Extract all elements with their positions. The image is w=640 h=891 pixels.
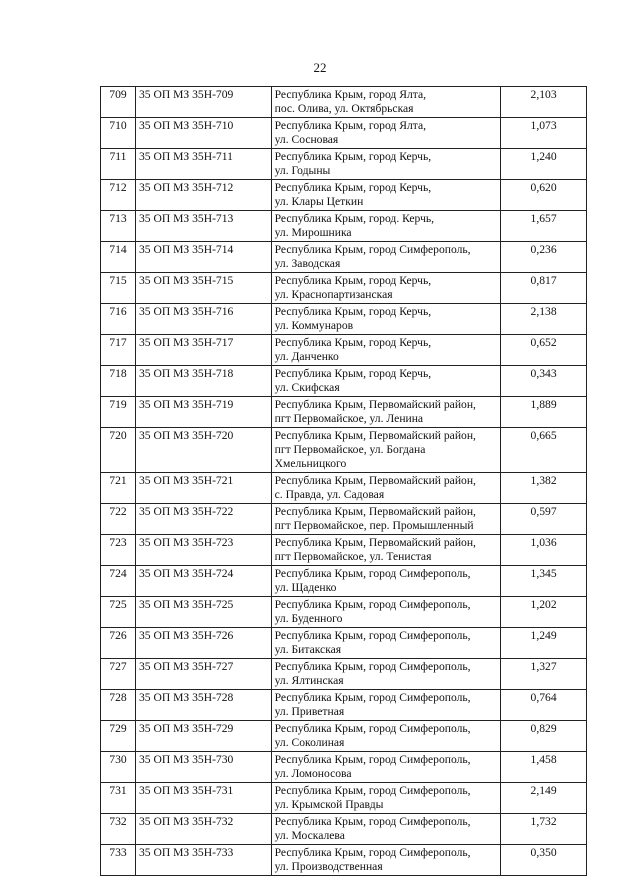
road-code-cell: 35 ОП МЗ 35Н-717	[135, 335, 271, 366]
road-length-cell: 1,327	[501, 659, 587, 690]
location-line: Республика Крым, Первомайский район,	[274, 505, 476, 518]
road-location-cell	[271, 335, 501, 366]
location-line: Республика Крым, город Ялта,	[274, 88, 426, 101]
road-code-cell: 35 ОП МЗ 35Н-723	[135, 535, 271, 566]
row-number-cell: 722	[101, 504, 136, 535]
table-row	[101, 242, 587, 273]
row-number-cell: 727	[101, 659, 136, 690]
row-number-cell: 723	[101, 535, 136, 566]
road-length-cell: 0,665	[501, 428, 587, 473]
road-location-cell	[271, 180, 501, 211]
road-length-cell: 0,764	[501, 690, 587, 721]
location-line: Республика Крым, город Керчь,	[274, 305, 432, 318]
location-line: ул. Мирошника	[274, 226, 352, 239]
road-location-cell	[271, 87, 501, 118]
table-row	[101, 783, 587, 814]
road-location-cell	[271, 304, 501, 335]
location-line: Республика Крым, город Симферополь,	[274, 629, 471, 642]
road-location-cell	[271, 783, 501, 814]
location-line: пгт Первомайское, ул. Тенистая	[274, 550, 432, 563]
table-row	[101, 180, 587, 211]
location-line: Республика Крым, город Керчь,	[274, 150, 432, 163]
road-code-cell: 35 ОП МЗ 35Н-728	[135, 690, 271, 721]
page-number: 22	[313, 60, 327, 75]
location-line: ул. Данченко	[274, 350, 339, 363]
location-line: Республика Крым, город Симферополь,	[274, 753, 471, 766]
road-location-cell	[271, 118, 501, 149]
table-row	[101, 845, 587, 876]
location-line: ул. Буденного	[274, 612, 343, 625]
road-code-cell: 35 ОП МЗ 35Н-712	[135, 180, 271, 211]
road-code-cell: 35 ОП МЗ 35Н-721	[135, 473, 271, 504]
location-line: Республика Крым, Первомайский район,	[274, 429, 476, 442]
road-length-cell: 1,345	[501, 566, 587, 597]
table-row	[101, 566, 587, 597]
location-line: пгт Первомайское, ул. Богдана	[274, 443, 426, 456]
road-location-cell	[271, 752, 501, 783]
location-line: ул. Скифская	[274, 381, 340, 394]
row-number-cell: 712	[101, 180, 136, 211]
location-line: ул. Крымской Правды	[274, 798, 384, 811]
road-location-cell	[271, 814, 501, 845]
road-length-cell: 1,889	[501, 397, 587, 428]
road-length-cell: 0,597	[501, 504, 587, 535]
table-row	[101, 535, 587, 566]
row-number-cell: 731	[101, 783, 136, 814]
road-length-cell: 0,236	[501, 242, 587, 273]
table-row	[101, 273, 587, 304]
row-number-cell: 729	[101, 721, 136, 752]
road-location-cell	[271, 273, 501, 304]
road-code-cell: 35 ОП МЗ 35Н-726	[135, 628, 271, 659]
location-line: ул. Краснопартизанская	[274, 288, 393, 301]
row-number-cell: 716	[101, 304, 136, 335]
row-number-cell: 730	[101, 752, 136, 783]
road-location-cell	[271, 845, 501, 876]
location-line: Республика Крым, Первомайский район,	[274, 536, 476, 549]
road-location-cell	[271, 428, 501, 473]
road-length-cell: 2,138	[501, 304, 587, 335]
location-line: ул. Клары Цеткин	[274, 195, 364, 208]
road-length-cell: 1,036	[501, 535, 587, 566]
road-length-cell: 0,620	[501, 180, 587, 211]
row-number-cell: 732	[101, 814, 136, 845]
road-code-cell: 35 ОП МЗ 35Н-731	[135, 783, 271, 814]
road-length-cell: 1,657	[501, 211, 587, 242]
row-number-cell: 719	[101, 397, 136, 428]
road-location-cell	[271, 566, 501, 597]
road-length-cell: 0,829	[501, 721, 587, 752]
table-row	[101, 118, 587, 149]
road-code-cell: 35 ОП МЗ 35Н-711	[135, 149, 271, 180]
table-row	[101, 304, 587, 335]
road-length-cell: 2,103	[501, 87, 587, 118]
road-length-cell: 1,240	[501, 149, 587, 180]
road-code-cell: 35 ОП МЗ 35Н-719	[135, 397, 271, 428]
location-line: Республика Крым, город Керчь,	[274, 367, 432, 380]
road-code-cell: 35 ОП МЗ 35Н-733	[135, 845, 271, 876]
road-length-cell: 0,343	[501, 366, 587, 397]
table-row	[101, 721, 587, 752]
road-code-cell: 35 ОП МЗ 35Н-709	[135, 87, 271, 118]
roads-table-body	[101, 87, 587, 876]
road-location-cell	[271, 690, 501, 721]
row-number-cell: 724	[101, 566, 136, 597]
row-number-cell: 733	[101, 845, 136, 876]
location-line: ул. Коммунаров	[274, 319, 354, 332]
location-line: Республика Крым, Первомайский район,	[274, 474, 476, 487]
road-length-cell: 0,652	[501, 335, 587, 366]
location-line: Республика Крым, город Симферополь,	[274, 567, 471, 580]
location-line: ул. Приветная	[274, 705, 345, 718]
road-code-cell: 35 ОП МЗ 35Н-730	[135, 752, 271, 783]
road-length-cell: 2,149	[501, 783, 587, 814]
location-line: ул. Битакская	[274, 643, 342, 656]
location-line: ул. Москалева	[274, 829, 345, 842]
location-line: ул. Производственная	[274, 860, 383, 873]
location-line: Республика Крым, Первомайский район,	[274, 398, 476, 411]
table-row	[101, 597, 587, 628]
row-number-cell: 728	[101, 690, 136, 721]
road-code-cell: 35 ОП МЗ 35Н-714	[135, 242, 271, 273]
road-code-cell: 35 ОП МЗ 35Н-710	[135, 118, 271, 149]
road-length-cell: 1,249	[501, 628, 587, 659]
table-row	[101, 473, 587, 504]
road-code-cell: 35 ОП МЗ 35Н-716	[135, 304, 271, 335]
road-location-cell	[271, 721, 501, 752]
road-code-cell: 35 ОП МЗ 35Н-732	[135, 814, 271, 845]
location-line: Республика Крым, город Симферополь,	[274, 722, 471, 735]
road-length-cell: 1,732	[501, 814, 587, 845]
location-line: ул. Сосновая	[274, 133, 339, 146]
row-number-cell: 717	[101, 335, 136, 366]
road-location-cell	[271, 473, 501, 504]
location-line: Республика Крым, город Керчь,	[274, 336, 432, 349]
row-number-cell: 721	[101, 473, 136, 504]
location-line: Республика Крым, город Симферополь,	[274, 598, 471, 611]
road-location-cell	[271, 397, 501, 428]
table-row	[101, 366, 587, 397]
location-line: ул. Ялтинская	[274, 674, 344, 687]
table-row	[101, 149, 587, 180]
table-row	[101, 335, 587, 366]
road-location-cell	[271, 597, 501, 628]
road-code-cell: 35 ОП МЗ 35Н-720	[135, 428, 271, 473]
location-line: Республика Крым, город. Керчь,	[274, 212, 435, 225]
location-line: Хмельницкого	[274, 457, 347, 470]
location-line: пгт Первомайское, пер. Промышленный	[274, 519, 474, 532]
row-number-cell: 715	[101, 273, 136, 304]
row-number-cell: 726	[101, 628, 136, 659]
road-code-cell: 35 ОП МЗ 35Н-729	[135, 721, 271, 752]
table-row	[101, 690, 587, 721]
location-line: Республика Крым, город Симферополь,	[274, 784, 471, 797]
road-location-cell	[271, 504, 501, 535]
location-line: Республика Крым, город Симферополь,	[274, 846, 471, 859]
row-number-cell: 710	[101, 118, 136, 149]
road-length-cell: 0,817	[501, 273, 587, 304]
road-length-cell: 1,202	[501, 597, 587, 628]
road-code-cell: 35 ОП МЗ 35Н-713	[135, 211, 271, 242]
table-row	[101, 211, 587, 242]
table-row	[101, 814, 587, 845]
road-length-cell: 1,458	[501, 752, 587, 783]
table-row	[101, 428, 587, 473]
location-line: ул. Соколиная	[274, 736, 345, 749]
row-number-cell: 713	[101, 211, 136, 242]
location-line: Республика Крым, город Симферополь,	[274, 660, 471, 673]
road-location-cell	[271, 628, 501, 659]
location-line: ул. Щаденко	[274, 581, 337, 594]
location-line: ул. Ломоносова	[274, 767, 352, 780]
road-length-cell: 0,350	[501, 845, 587, 876]
location-line: Республика Крым, город Симферополь,	[274, 243, 471, 256]
table-row	[101, 752, 587, 783]
road-length-cell: 1,073	[501, 118, 587, 149]
location-line: пос. Олива, ул. Октябрьская	[274, 102, 414, 115]
road-code-cell: 35 ОП МЗ 35Н-722	[135, 504, 271, 535]
location-line: Республика Крым, город Ялта,	[274, 119, 426, 132]
road-location-cell	[271, 242, 501, 273]
road-location-cell	[271, 535, 501, 566]
table-row	[101, 504, 587, 535]
road-location-cell	[271, 211, 501, 242]
location-line: пгт Первомайское, ул. Ленина	[274, 412, 424, 425]
location-line: Республика Крым, город Керчь,	[274, 274, 432, 287]
row-number-cell: 718	[101, 366, 136, 397]
location-line: с. Правда, ул. Садовая	[274, 488, 385, 501]
road-location-cell	[271, 366, 501, 397]
road-length-cell: 1,382	[501, 473, 587, 504]
row-number-cell: 725	[101, 597, 136, 628]
location-line: Республика Крым, город Керчь,	[274, 181, 432, 194]
roads-table	[100, 86, 587, 876]
table-row	[101, 397, 587, 428]
table-row	[101, 628, 587, 659]
road-code-cell: 35 ОП МЗ 35Н-725	[135, 597, 271, 628]
road-code-cell: 35 ОП МЗ 35Н-727	[135, 659, 271, 690]
road-code-cell: 35 ОП МЗ 35Н-715	[135, 273, 271, 304]
road-location-cell	[271, 149, 501, 180]
location-line: Республика Крым, город Симферополь,	[274, 815, 471, 828]
row-number-cell: 720	[101, 428, 136, 473]
road-code-cell: 35 ОП МЗ 35Н-724	[135, 566, 271, 597]
location-line: Республика Крым, город Симферополь,	[274, 691, 471, 704]
location-line: ул. Заводская	[274, 257, 341, 270]
table-row	[101, 87, 587, 118]
road-location-cell	[271, 659, 501, 690]
row-number-cell: 711	[101, 149, 136, 180]
location-line: ул. Годыны	[274, 164, 331, 177]
road-code-cell: 35 ОП МЗ 35Н-718	[135, 366, 271, 397]
row-number-cell: 709	[101, 87, 136, 118]
table-row	[101, 659, 587, 690]
row-number-cell: 714	[101, 242, 136, 273]
